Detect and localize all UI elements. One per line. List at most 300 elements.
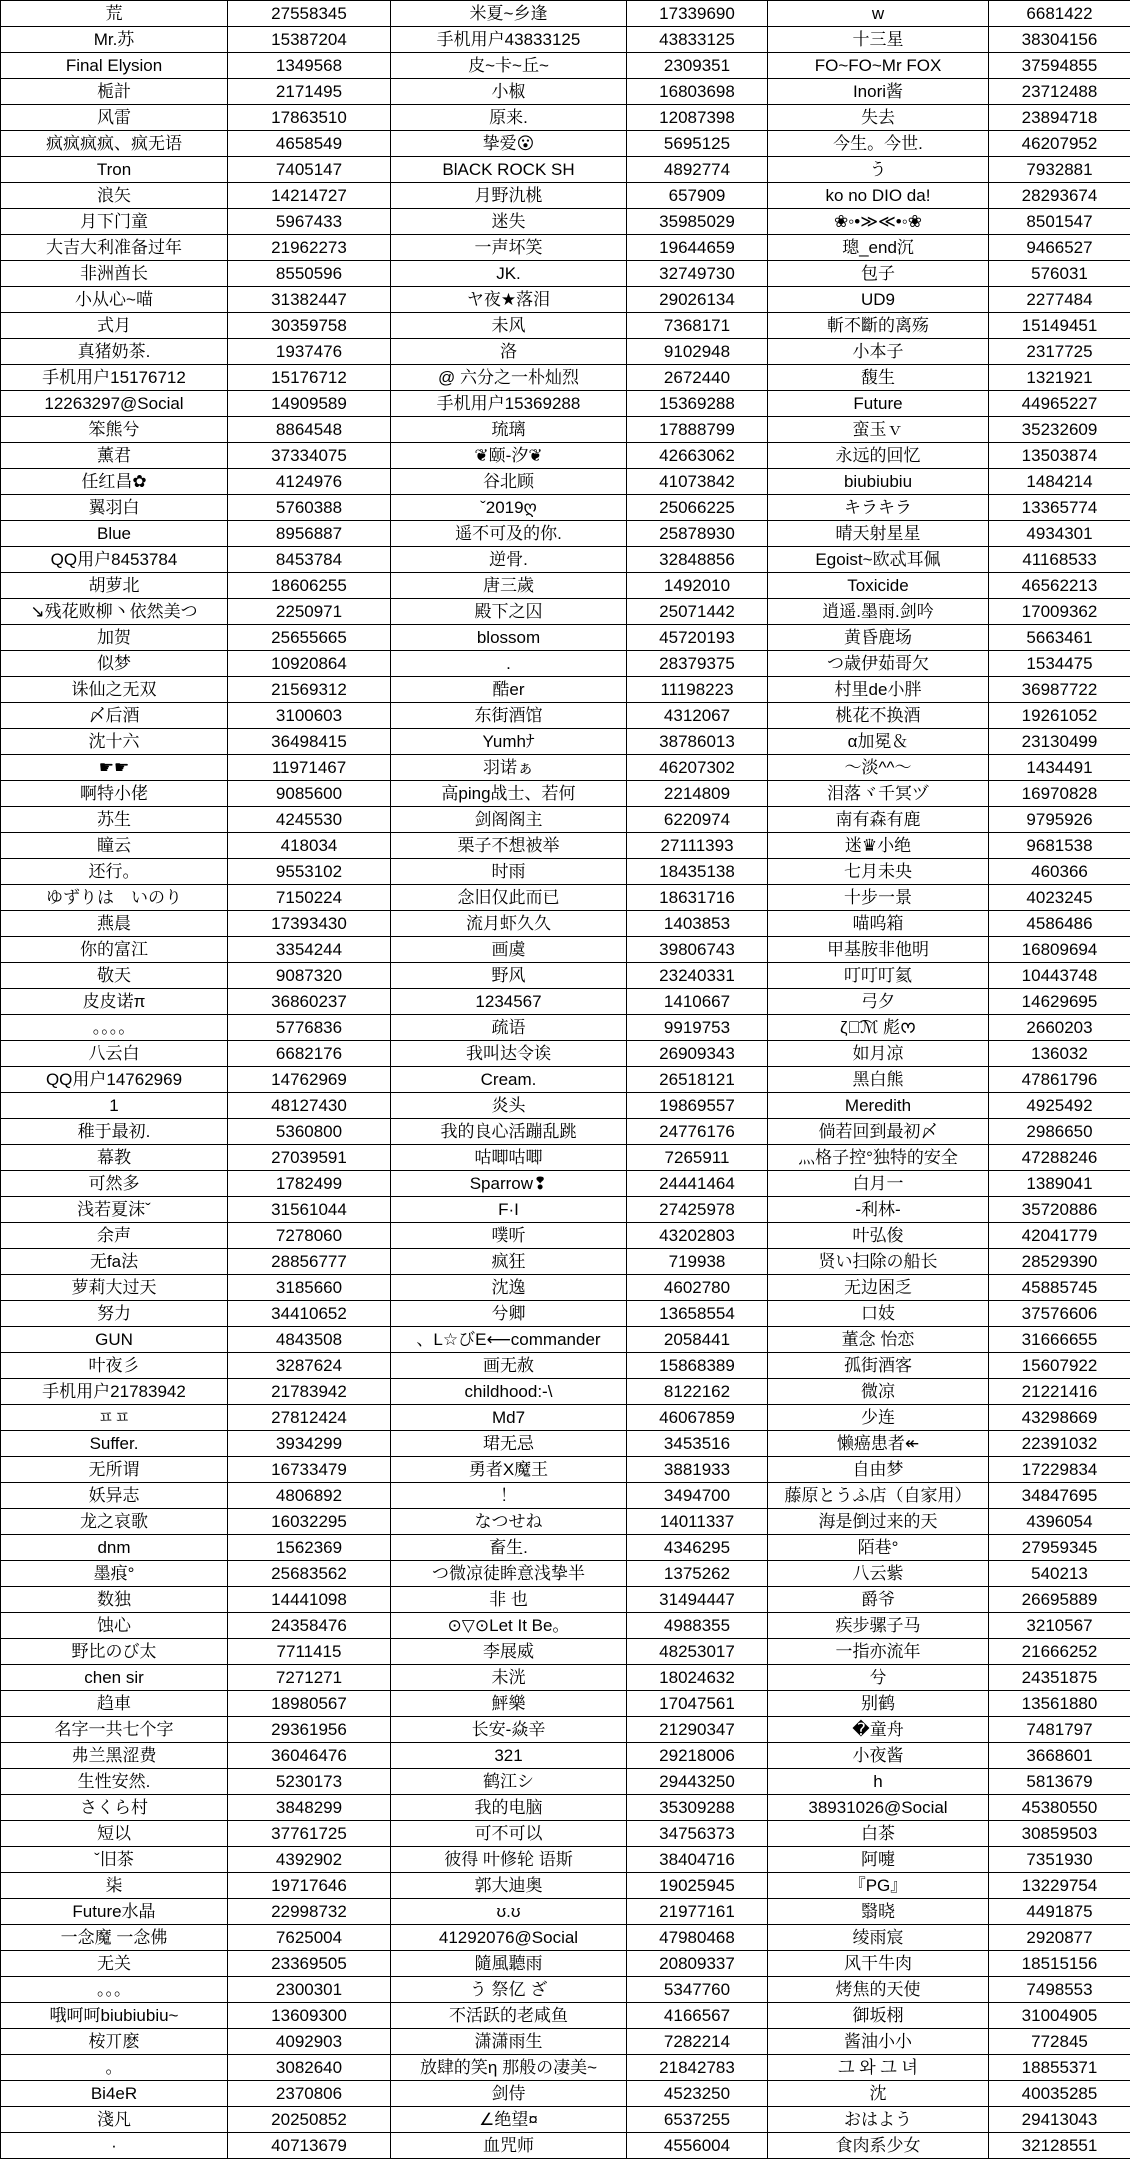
table-row (1, 1041, 1130, 1067)
id-cell: 23369505 (228, 1951, 391, 1977)
name-cell: BlACK ROCK SH (391, 157, 627, 183)
id-cell: 5230173 (228, 1769, 391, 1795)
name-cell: 白茶 (768, 1821, 989, 1847)
table-row (1, 807, 1130, 833)
table-row (1, 859, 1130, 885)
name-cell: 任红昌✿ (1, 469, 228, 495)
name-cell: 陌巷° (768, 1535, 989, 1561)
name-cell: 一念魔 一念佛 (1, 1925, 228, 1951)
id-cell: 9795926 (989, 807, 1130, 833)
name-cell: 41292076@Social (391, 1925, 627, 1951)
id-cell: 4092903 (228, 2029, 391, 2055)
name-cell: 勇者X魔王 (391, 1457, 627, 1483)
name-cell: 不活跃的老咸鱼 (391, 2003, 627, 2029)
id-cell: 35720886 (989, 1197, 1130, 1223)
id-cell: 3881933 (627, 1457, 768, 1483)
name-cell: 〆后酒 (1, 703, 228, 729)
id-cell: 34756373 (627, 1821, 768, 1847)
id-cell: 18606255 (228, 573, 391, 599)
id-cell: 1349568 (228, 53, 391, 79)
id-cell: 2309351 (627, 53, 768, 79)
id-cell: 26695889 (989, 1587, 1130, 1613)
id-cell: 27425978 (627, 1197, 768, 1223)
name-cell: 兮卿 (391, 1301, 627, 1327)
id-cell: 17339690 (627, 1, 768, 27)
name-cell: 弓夕 (768, 989, 989, 1015)
name-cell: 晴天射星星 (768, 521, 989, 547)
name-cell: 非 也 (391, 1587, 627, 1613)
name-cell: 月野氿桃 (391, 183, 627, 209)
name-cell: 绫雨宸 (768, 1925, 989, 1951)
id-cell: 16970828 (989, 781, 1130, 807)
name-cell: 烤焦的天使 (768, 1977, 989, 2003)
id-cell: 4925492 (989, 1093, 1130, 1119)
name-cell: 。。。 (1, 1977, 228, 2003)
name-cell: 遥不可及的你. (391, 521, 627, 547)
id-cell: 8122162 (627, 1379, 768, 1405)
id-cell: 4392902 (228, 1847, 391, 1873)
id-cell: 7265911 (627, 1145, 768, 1171)
name-cell: Tron (1, 157, 228, 183)
name-cell: 瞳云 (1, 833, 228, 859)
name-cell: 诛仙之无双 (1, 677, 228, 703)
id-cell: 46207952 (989, 131, 1130, 157)
name-cell: 无关 (1, 1951, 228, 1977)
name-cell: 皮皮诺π (1, 989, 228, 1015)
table-row (1, 1119, 1130, 1145)
name-cell: 殿下之囚 (391, 599, 627, 625)
name-cell: 浅若夏沫ˇ (1, 1197, 228, 1223)
table-row (1, 209, 1130, 235)
name-cell: 自由梦 (768, 1457, 989, 1483)
table-row (1, 2107, 1130, 2133)
table-row (1, 1847, 1130, 1873)
name-cell: 放肆的笑η 那般の凄美~ (391, 2055, 627, 2081)
table-row (1, 1769, 1130, 1795)
name-cell: 剑阁阁主 (391, 807, 627, 833)
id-cell: 9466527 (989, 235, 1130, 261)
id-cell: 13658554 (627, 1301, 768, 1327)
table-row (1, 729, 1130, 755)
table-row (1, 1145, 1130, 1171)
name-cell: 原来. (391, 105, 627, 131)
name-cell: 。 (1, 2055, 228, 2081)
id-cell: 18024632 (627, 1665, 768, 1691)
id-cell: 43298669 (989, 1405, 1130, 1431)
name-cell: 38931026@Social (768, 1795, 989, 1821)
name-cell: 哦呵呵biubiubiu~ (1, 2003, 228, 2029)
id-cell: 2920877 (989, 1925, 1130, 1951)
id-cell: 12087398 (627, 105, 768, 131)
name-cell: 笨熊兮 (1, 417, 228, 443)
id-cell: 9553102 (228, 859, 391, 885)
id-cell: 1484214 (989, 469, 1130, 495)
name-cell: 苏生 (1, 807, 228, 833)
id-cell: 21962273 (228, 235, 391, 261)
table-row (1, 573, 1130, 599)
name-cell: 疯疯疯疯、疯无语 (1, 131, 228, 157)
name-cell: 疏语 (391, 1015, 627, 1041)
id-cell: 24358476 (228, 1613, 391, 1639)
id-cell: 9681538 (989, 833, 1130, 859)
name-cell: Yumhﾅ (391, 729, 627, 755)
name-cell: . (391, 651, 627, 677)
id-cell: 28379375 (627, 651, 768, 677)
id-cell: 30859503 (989, 1821, 1130, 1847)
name-cell: 谷北顾 (391, 469, 627, 495)
name-cell: 我的良心活蹦乱跳 (391, 1119, 627, 1145)
id-cell: 1562369 (228, 1535, 391, 1561)
table-row (1, 131, 1130, 157)
id-cell: 18435138 (627, 859, 768, 885)
id-cell: 41168533 (989, 547, 1130, 573)
id-cell: 27812424 (228, 1405, 391, 1431)
id-cell: 2986650 (989, 1119, 1130, 1145)
id-cell: 19644659 (627, 235, 768, 261)
id-cell: 21569312 (228, 677, 391, 703)
id-cell: 21783942 (228, 1379, 391, 1405)
name-cell: 逍遥.墨雨.剑吟 (768, 599, 989, 625)
name-cell: 墨痕° (1, 1561, 228, 1587)
id-cell: 29361956 (228, 1717, 391, 1743)
id-cell: 20250852 (228, 2107, 391, 2133)
name-cell: 酷er (391, 677, 627, 703)
name-cell: 叶弘俊 (768, 1223, 989, 1249)
name-cell: 畜生. (391, 1535, 627, 1561)
name-cell: 生性安然. (1, 1769, 228, 1795)
table-row (1, 235, 1130, 261)
name-cell: 翼羽白 (1, 495, 228, 521)
name-cell: 米夏~乡逢 (391, 1, 627, 27)
id-cell: 6681422 (989, 1, 1130, 27)
id-cell: 8956887 (228, 521, 391, 547)
id-cell: 418034 (228, 833, 391, 859)
name-cell: Bi4eR (1, 2081, 228, 2107)
id-cell: 15176712 (228, 365, 391, 391)
id-cell: 32848856 (627, 547, 768, 573)
id-cell: 4523250 (627, 2081, 768, 2107)
id-cell: 14762969 (228, 1067, 391, 1093)
id-cell: 10443748 (989, 963, 1130, 989)
name-cell: 还行。 (1, 859, 228, 885)
name-cell: 迷失 (391, 209, 627, 235)
name-cell: Meredith (768, 1093, 989, 1119)
table-row (1, 989, 1130, 1015)
id-cell: 26518121 (627, 1067, 768, 1093)
name-cell: Cream. (391, 1067, 627, 1093)
id-cell: 8550596 (228, 261, 391, 287)
id-cell: 32749730 (627, 261, 768, 287)
name-cell: 大吉大利准备过年 (1, 235, 228, 261)
name-cell: 馥生 (768, 365, 989, 391)
name-cell: 浪矢 (1, 183, 228, 209)
id-cell: 1534475 (989, 651, 1130, 677)
name-cell: 长安-焱辛 (391, 1717, 627, 1743)
id-cell: 3848299 (228, 1795, 391, 1821)
name-cell: 董念 怡恋 (768, 1327, 989, 1353)
name-cell: · (1, 2133, 228, 2159)
name-cell: 未风 (391, 313, 627, 339)
table-row (1, 521, 1130, 547)
name-cell: Toxicide (768, 573, 989, 599)
table-row (1, 443, 1130, 469)
name-cell: 时雨 (391, 859, 627, 885)
name-cell: 短以 (1, 1821, 228, 1847)
id-cell: 7351930 (989, 1847, 1130, 1873)
name-cell: 蚀心 (1, 1613, 228, 1639)
table-row (1, 2055, 1130, 2081)
table-row (1, 1899, 1130, 1925)
name-cell: Future (768, 391, 989, 417)
id-cell: 18515156 (989, 1951, 1130, 1977)
name-cell: 、L☆びE⟵commander (391, 1327, 627, 1353)
name-cell: 沈十六 (1, 729, 228, 755)
name-cell: 如月凉 (768, 1041, 989, 1067)
table-row (1, 1925, 1130, 1951)
id-cell: 15387204 (228, 27, 391, 53)
name-cell: 无边困乏 (768, 1275, 989, 1301)
id-cell: 28293674 (989, 183, 1130, 209)
name-cell: 兮 (768, 1665, 989, 1691)
id-cell: 11198223 (627, 677, 768, 703)
table-row (1, 1951, 1130, 1977)
table-row (1, 1067, 1130, 1093)
name-cell: �童舟 (768, 1717, 989, 1743)
name-cell: 幕教 (1, 1145, 228, 1171)
table-row (1, 599, 1130, 625)
table-row (1, 1977, 1130, 2003)
id-cell: 9102948 (627, 339, 768, 365)
table-row (1, 53, 1130, 79)
id-cell: 41073842 (627, 469, 768, 495)
id-cell: 27111393 (627, 833, 768, 859)
id-cell: 4988355 (627, 1613, 768, 1639)
id-cell: 38404716 (627, 1847, 768, 1873)
name-cell: 。。。。 (1, 1015, 228, 1041)
name-cell: 逆骨. (391, 547, 627, 573)
name-cell: 真猪奶茶. (1, 339, 228, 365)
id-cell: 14909589 (228, 391, 391, 417)
name-cell: 灬格子控°独特的安全 (768, 1145, 989, 1171)
id-cell: 7150224 (228, 885, 391, 911)
id-cell: 6537255 (627, 2107, 768, 2133)
name-cell: 淺凡 (1, 2107, 228, 2133)
table-row (1, 365, 1130, 391)
name-cell: Suffer. (1, 1431, 228, 1457)
name-cell: 栀計 (1, 79, 228, 105)
name-cell: 弗兰黑涩费 (1, 1743, 228, 1769)
table-row (1, 963, 1130, 989)
table-row (1, 157, 1130, 183)
name-cell: 羽诺ぁ (391, 755, 627, 781)
name-cell: 倘若回到最初〆 (768, 1119, 989, 1145)
name-cell: ↘残花败柳丶依然美つ (1, 599, 228, 625)
id-cell: 21290347 (627, 1717, 768, 1743)
name-cell: 八云紫 (768, 1561, 989, 1587)
name-cell: 风干牛肉 (768, 1951, 989, 1977)
id-cell: 27959345 (989, 1535, 1130, 1561)
name-cell: 可然多 (1, 1171, 228, 1197)
id-cell: 7932881 (989, 157, 1130, 183)
id-cell: 31494447 (627, 1587, 768, 1613)
id-cell: 3354244 (228, 937, 391, 963)
id-cell: 2277484 (989, 287, 1130, 313)
name-cell: 村里de小胖 (768, 677, 989, 703)
id-cell: 26909343 (627, 1041, 768, 1067)
table-row (1, 2081, 1130, 2107)
id-cell: 4658549 (228, 131, 391, 157)
id-cell: 1937476 (228, 339, 391, 365)
name-cell: 血咒师 (391, 2133, 627, 2159)
id-cell: 2300301 (228, 1977, 391, 2003)
name-cell: 你的富江 (1, 937, 228, 963)
id-cell: 5663461 (989, 625, 1130, 651)
name-cell: ζั͡ℳ 彪ᰔ (768, 1015, 989, 1041)
id-cell: 4892774 (627, 157, 768, 183)
name-cell: なつせね (391, 1509, 627, 1535)
id-cell: 37334075 (228, 443, 391, 469)
name-cell: w (768, 1, 989, 27)
name-cell: う (768, 157, 989, 183)
name-cell: 名字一共七个字 (1, 1717, 228, 1743)
id-cell: 10920864 (228, 651, 391, 677)
name-cell: 我的电脑 (391, 1795, 627, 1821)
name-cell: 微凉 (768, 1379, 989, 1405)
name-cell: 炎头 (391, 1093, 627, 1119)
name-cell: @ 六分之一朴灿烈 (391, 365, 627, 391)
id-cell: 40035285 (989, 2081, 1130, 2107)
name-cell: 潇潇雨生 (391, 2029, 627, 2055)
id-cell: 17229834 (989, 1457, 1130, 1483)
id-cell: 4346295 (627, 1535, 768, 1561)
name-cell: ～淡^^～ (768, 755, 989, 781)
name-cell: 『PG』 (768, 1873, 989, 1899)
name-cell: ！ (391, 1483, 627, 1509)
name-cell: Future水晶 (1, 1899, 228, 1925)
table-row (1, 1665, 1130, 1691)
id-cell: 4843508 (228, 1327, 391, 1353)
table-row (1, 1535, 1130, 1561)
name-cell: 八云白 (1, 1041, 228, 1067)
name-cell: 燕晨 (1, 911, 228, 937)
id-cell: 6220974 (627, 807, 768, 833)
id-cell: 45720193 (627, 625, 768, 651)
table-row (1, 2003, 1130, 2029)
name-cell: 薰君 (1, 443, 228, 469)
name-cell: 画无赦 (391, 1353, 627, 1379)
id-cell: 25683562 (228, 1561, 391, 1587)
id-cell: 48127430 (228, 1093, 391, 1119)
id-cell: 3100603 (228, 703, 391, 729)
table-row (1, 1093, 1130, 1119)
id-cell: 23240331 (627, 963, 768, 989)
name-cell: 稚于最初. (1, 1119, 228, 1145)
table-row (1, 651, 1130, 677)
id-cell: 4602780 (627, 1275, 768, 1301)
table-row (1, 1613, 1130, 1639)
id-cell: 24441464 (627, 1171, 768, 1197)
table-row (1, 1275, 1130, 1301)
table-row (1, 287, 1130, 313)
id-cell: 29413043 (989, 2107, 1130, 2133)
id-cell: 3934299 (228, 1431, 391, 1457)
id-cell: 16803698 (627, 79, 768, 105)
name-cell: 迷♛小绝 (768, 833, 989, 859)
id-cell: 460366 (989, 859, 1130, 885)
id-cell: 8501547 (989, 209, 1130, 235)
name-cell: 柒 (1, 1873, 228, 1899)
table-row (1, 495, 1130, 521)
id-cell: 2171495 (228, 79, 391, 105)
id-cell: 18855371 (989, 2055, 1130, 2081)
name-cell: 沈逸 (391, 1275, 627, 1301)
id-cell: 42663062 (627, 443, 768, 469)
table-row (1, 261, 1130, 287)
id-cell: 21842783 (627, 2055, 768, 2081)
id-cell: 7481797 (989, 1717, 1130, 1743)
table-row (1, 547, 1130, 573)
id-cell: 22391032 (989, 1431, 1130, 1457)
name-cell: 一声坏笑 (391, 235, 627, 261)
table-row (1, 183, 1130, 209)
id-cell: 6682176 (228, 1041, 391, 1067)
name-cell: 剑侍 (391, 2081, 627, 2107)
id-cell: 9085600 (228, 781, 391, 807)
id-cell: 47288246 (989, 1145, 1130, 1171)
id-cell: 36860237 (228, 989, 391, 1015)
id-cell: 1403853 (627, 911, 768, 937)
name-cell: 鹤江シ (391, 1769, 627, 1795)
id-cell: 17863510 (228, 105, 391, 131)
table-row (1, 1457, 1130, 1483)
name-cell: 无所谓 (1, 1457, 228, 1483)
name-cell: 别鹤 (768, 1691, 989, 1717)
name-cell: 口妓 (768, 1301, 989, 1327)
name-cell: Md7 (391, 1405, 627, 1431)
id-cell: 19717646 (228, 1873, 391, 1899)
id-cell: 17393430 (228, 911, 391, 937)
name-cell: 贤い扫除の船长 (768, 1249, 989, 1275)
table-row (1, 1639, 1130, 1665)
id-cell: 719938 (627, 1249, 768, 1275)
id-cell: 2370806 (228, 2081, 391, 2107)
id-cell: 30359758 (228, 313, 391, 339)
id-cell: 47861796 (989, 1067, 1130, 1093)
table-row (1, 677, 1130, 703)
id-cell: 27558345 (228, 1, 391, 27)
table-body (1, 1, 1130, 2159)
id-cell: 36046476 (228, 1743, 391, 1769)
name-cell: 少连 (768, 1405, 989, 1431)
name-cell: ヤ夜★落泪 (391, 287, 627, 313)
name-cell: 彼得 叶修轮 语斯 (391, 1847, 627, 1873)
id-cell: 4396054 (989, 1509, 1130, 1535)
name-cell: 挚爱😮 (391, 131, 627, 157)
id-cell: 35985029 (627, 209, 768, 235)
name-cell: 懒癌患者↞ (768, 1431, 989, 1457)
id-cell: 32128551 (989, 2133, 1130, 2159)
id-cell: 44965227 (989, 391, 1130, 417)
id-cell: 3185660 (228, 1275, 391, 1301)
name-cell: F·I (391, 1197, 627, 1223)
id-cell: 45885745 (989, 1275, 1130, 1301)
name-cell: 珺无忌 (391, 1431, 627, 1457)
name-cell: 萝莉大过天 (1, 1275, 228, 1301)
name-cell: 郭大迪奥 (391, 1873, 627, 1899)
name-cell: 可不可以 (391, 1821, 627, 1847)
name-cell: Egoist~欧忒耳佩 (768, 547, 989, 573)
id-cell: 31561044 (228, 1197, 391, 1223)
